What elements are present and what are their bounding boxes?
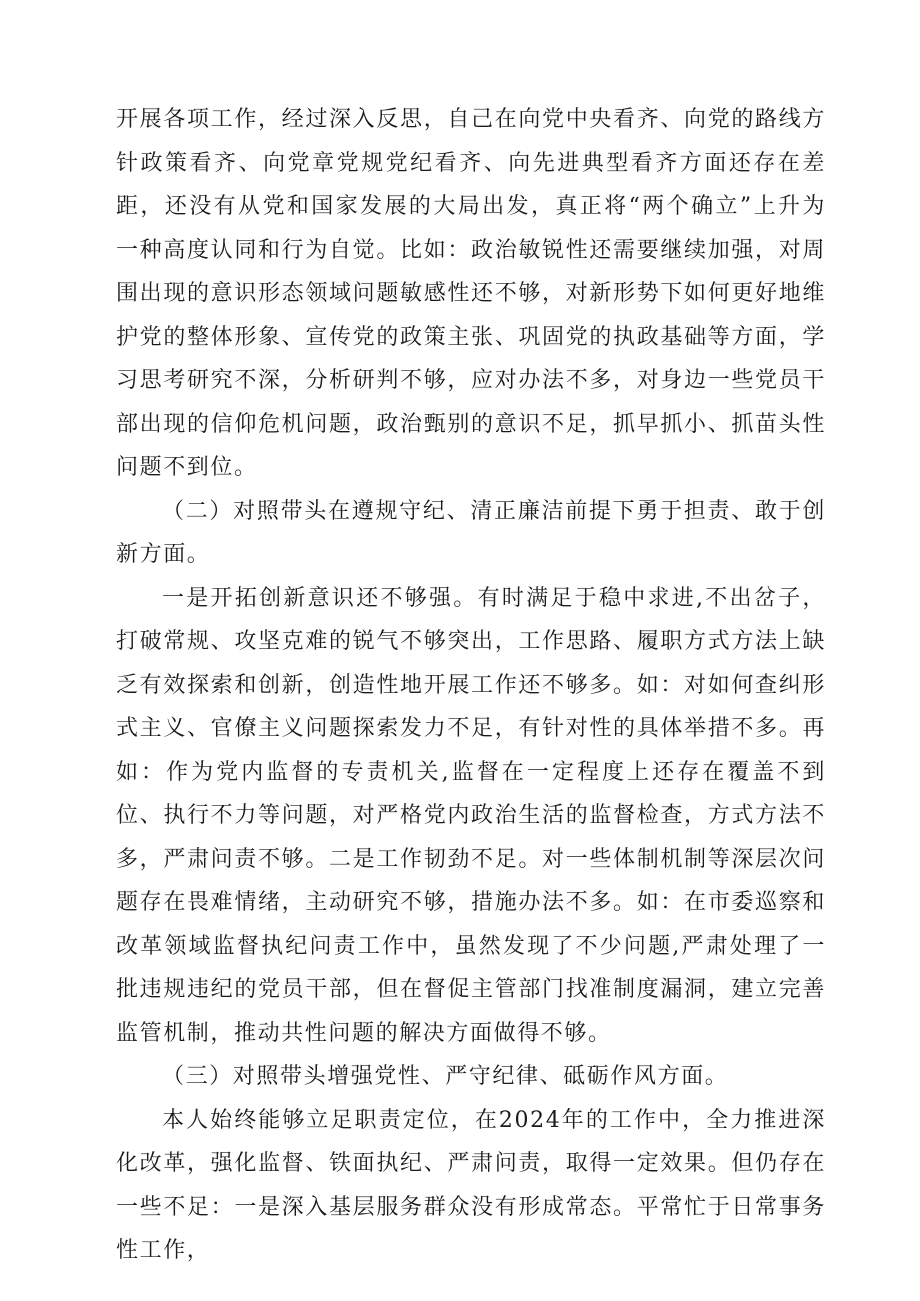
section-heading-three: （三）对照带头增强党性、严守纪律、砥砺作风方面。 <box>162 1064 729 1089</box>
body-paragraph: 开展各项工作，经过深入反思，自己在向党中央看齐、向党的路线方针政策看齐、向党章党规党纪看齐、向先进典型看齐方面还存在差距，还没有从党和国家发展的大局出发，真正将“两个确立”上升为一种高度认同和行为自觉。比如：政治敏锐性还需要继续加强，对周围出现的意识形态领域问题敏感性还不够，对新形势下如何更好地维护党的整体形象、宣传党的政策主张、巩固党的执政基础等方面，学习思考研究不深，分析研判不够，应对办法不多，对身边一些党员干部出现的信仰危机问题，政治甄别的意识不足，抓早抓小、抓苗头性问题不到位。 <box>116 107 826 480</box>
section-heading-two: （二）对照带头在遵规守纪、清正廉洁前提下勇于担责、敢于创新方面。 <box>116 498 826 567</box>
body-paragraph: 本人始终能够立足职责定位，在2024年的工作中，全力推进深化改革，强化监督、铁面执纪、严肃问责，取得一定效果。但仍存在一些不足：一是深入基层服务群众没有形成常态。平常忙于日常事务性工作， <box>116 1107 826 1263</box>
body-paragraph: 一是开拓创新意识还不够强。有时满足于稳中求进,不出岔子，打破常规、攻坚克难的锐气不够突出，工作思路、履职方式方法上缺乏有效探索和创新，创造性地开展工作还不够多。如：对如何查纠形式主义、官僚主义问题探索发力不足，有针对性的具体举措不多。再如：作为党内监督的专责机关,监督在一定程度上还存在覆盖不到位、执行不力等问题，对严格党内政治生活的监督检查，方式方法不多，严肃问责不够。二是工作韧劲不足。对一些体制机制等深层次问题存在畏难情绪，主动研究不够，措施办法不多。如：在市委巡察和改革领域监督执纪问责工作中，虽然发现了不少问题,严肃处理了一批违规违纪的党员干部，但在督促主管部门找准制度漏洞，建立完善监管机制，推动共性问题的解决方面做得不够。 <box>116 585 826 1046</box>
document-page <box>116 98 826 1273</box>
